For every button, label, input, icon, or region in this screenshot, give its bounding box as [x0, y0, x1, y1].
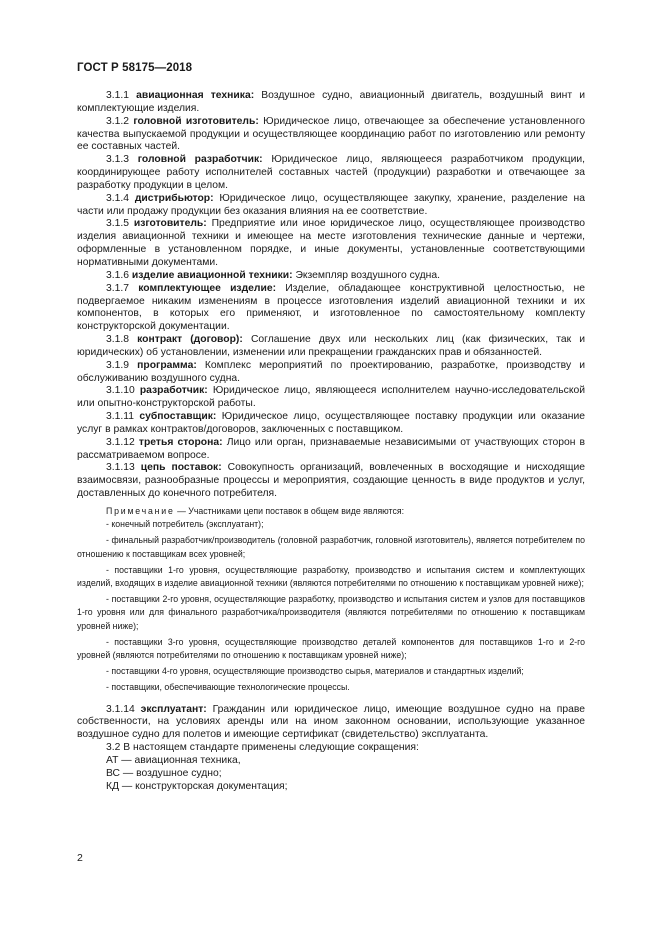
definition-item	[77, 462, 585, 501]
definition-term: субпоставщик:	[139, 411, 217, 423]
definition-term: разработчик:	[139, 385, 208, 397]
note-label: Примечание	[106, 506, 175, 516]
definition-text: Юридическое лицо, осуществляющее поставку продукции или оказание услуг в рамках контрактов/договоров, заключенных с поставщиком.	[77, 411, 586, 435]
abbreviation-item: КД — конструкторская документация;	[106, 780, 288, 792]
definition-item	[77, 154, 585, 193]
definition-term: авиационная техника:	[136, 90, 255, 101]
definition-text: Соглашение двух или нескольких лиц (как физических, так и юридических) об установлении, изменении или прекращении гражданских прав и обязанностей.	[77, 334, 586, 358]
page-content	[77, 90, 585, 794]
note-list-item: - поставщики 4-го уровня, осуществляющие производство сырья, материалов и стандартных изделий;	[106, 666, 524, 677]
note-list-item: - конечный потребитель (эксплуатант);	[106, 519, 264, 530]
note-list-item: - поставщики 3-го уровня, осуществляющие производство деталей компонентов для поставщиков 1-го и 2-го уровней (являются потребителями по отношению к поставщикам уровней ниже);	[77, 636, 585, 661]
page-number: 2	[77, 852, 83, 864]
definition-text: Лицо или орган, признаваемые независимыми от участвующих сторон в рассматриваемом вопросе.	[77, 436, 586, 461]
definition-term: цепь поставок:	[140, 462, 222, 474]
abbreviations-list	[77, 755, 585, 794]
definition-number: 3.1.8	[106, 334, 130, 346]
definition-number: 3.1.6	[106, 269, 130, 281]
definition-text: Юридическое лицо, осуществляющее закупку, хранение, разделение на части или продажу продукции без оказания влияния на ее соответствие.	[77, 192, 585, 217]
definition-number: 3.1.11	[106, 411, 134, 423]
note-intro: — Участниками цепи поставок в общем виде являются:	[174, 506, 405, 516]
definition-term: третья сторона:	[138, 436, 223, 448]
definition-item	[77, 334, 585, 360]
definition-item	[77, 411, 585, 437]
definition-item	[77, 90, 585, 116]
definition-item	[77, 116, 585, 155]
definition-text: Юридическое лицо, отвечающее за обеспечение установленного качества выпускаемой продукции и осуществляющее координацию работ по изготовлению или ремонту ее составных частей.	[77, 115, 585, 153]
definition-number: 3.1.9	[106, 359, 130, 371]
definition-text: Комплекс мероприятий по проектированию, разработке, производству и обслуживанию воздушного судна.	[77, 359, 586, 384]
note-block	[77, 505, 585, 695]
definition-number: 3.1.1	[106, 90, 130, 101]
definition-text: Юридическое лицо, являющееся разработчиком продукции, координирующее работу исполнителей составных частей (продукции) разработки и отвечающее за разработку продукции в целом.	[77, 154, 586, 191]
definition-item	[77, 270, 585, 283]
definition-term: изделие авиационной техники:	[131, 269, 293, 281]
definition-text: Воздушное судно, авиационный двигатель, воздушный винт и комплектующие изделия.	[77, 90, 585, 114]
definition-item	[77, 218, 585, 269]
note-heading	[77, 505, 585, 518]
definition-text: Предприятие или иное юридическое лицо, осуществляющее производство изделия авиационной техники и имеющее на месте изготовления технические данные и чертежи, оформленные в установленном порядке, и иные документы, установленные соответствующими нормативными документами.	[77, 218, 585, 268]
definition-term: эксплуатант:	[140, 703, 207, 715]
definition-item	[77, 385, 585, 411]
definition-term: головной изготовитель:	[133, 115, 259, 127]
definition-term: контракт (договор):	[137, 334, 243, 346]
definition-number: 3.1.2	[106, 115, 130, 127]
definition-item	[77, 283, 585, 334]
definition-term: дистрибьютор:	[134, 192, 214, 204]
definition-term: программа:	[137, 359, 197, 371]
note-list-item: - поставщики 1-го уровня, осуществляющие разработку, производство и испытания систем и комплектующих изделий, входящих в изделие авиационной техники (являются потребителями по отношению к поставщикам уровней ниже);	[77, 564, 585, 589]
definition-number: 3.1.7	[106, 282, 130, 294]
definition-number: 3.1.3	[106, 154, 130, 166]
standard-header: ГОСТ Р 58175—2018	[77, 62, 193, 74]
abbreviation-item: ВС — воздушное судно;	[106, 767, 222, 779]
definition-text: Совокупность организаций, вовлеченных в восходящие и нисходящие взаимосвязи, разнообразные процессы и мероприятия, создающие ценность в виде продуктов и услуг, доставленных до конечного потребителя.	[77, 462, 586, 500]
definition-item	[77, 193, 585, 219]
abbreviation-item: АТ — авиационная техника,	[106, 755, 241, 767]
definition-term: комплектующее изделие:	[138, 282, 277, 294]
definition-number: 3.1.5	[106, 218, 130, 230]
definition-text: Юридическое лицо, являющееся исполнителем научно-исследовательской или опытно-конструкторской работы.	[77, 385, 586, 410]
note-list-item: - финальный разработчик/производитель (головной разработчик, головной изготовитель), является потребителем по отношению к поставщикам всех уровней;	[77, 535, 585, 559]
definition-3-1-14	[77, 704, 585, 743]
note-items	[77, 518, 585, 694]
definitions-list	[77, 90, 585, 501]
definition-number: 3.1.12	[106, 436, 135, 448]
definition-item	[77, 360, 585, 386]
note-list-item: - поставщики, обеспечивающие технологические процессы.	[106, 682, 350, 693]
definition-number: 3.1.10	[106, 385, 135, 397]
definition-text: Изделие, обладающее конструктивной целостностью, не подвергаемое никаким изменениям в процессе изготовления изделий авиационной техники и их компонентов, в которых его применяют, и изготовленное по самостоятельному комплекту конструкторской документации.	[77, 282, 586, 333]
definition-term: головной разработчик:	[137, 154, 263, 166]
definition-number: 3.1.14	[106, 703, 135, 715]
abbreviations-section	[77, 742, 585, 793]
definition-term: изготовитель:	[133, 218, 207, 230]
note-list-item: - поставщики 2-го уровня, осуществляющие разработку, производство и испытания систем и узлов для поставщиков 1-го уровня или для финального разработчика/производителя (являются потребителями по отношению к поставщикам уровней ниже);	[77, 594, 585, 631]
abbreviations-intro: 3.2 В настоящем стандарте применены следующие сокращения:	[106, 742, 419, 754]
definition-text: Экземпляр воздушного судна.	[295, 269, 440, 281]
definition-number: 3.1.4	[106, 192, 130, 204]
definition-item	[77, 437, 585, 463]
definition-text: Гражданин или юридическое лицо, имеющие воздушное судно на праве собственности, на условиях аренды или на ином законном основании, использующие указанное воздушное судно для полетов и имеющие сертификат (свидетельство) эксплуатанта.	[77, 703, 586, 741]
definition-number: 3.1.13	[106, 462, 135, 474]
